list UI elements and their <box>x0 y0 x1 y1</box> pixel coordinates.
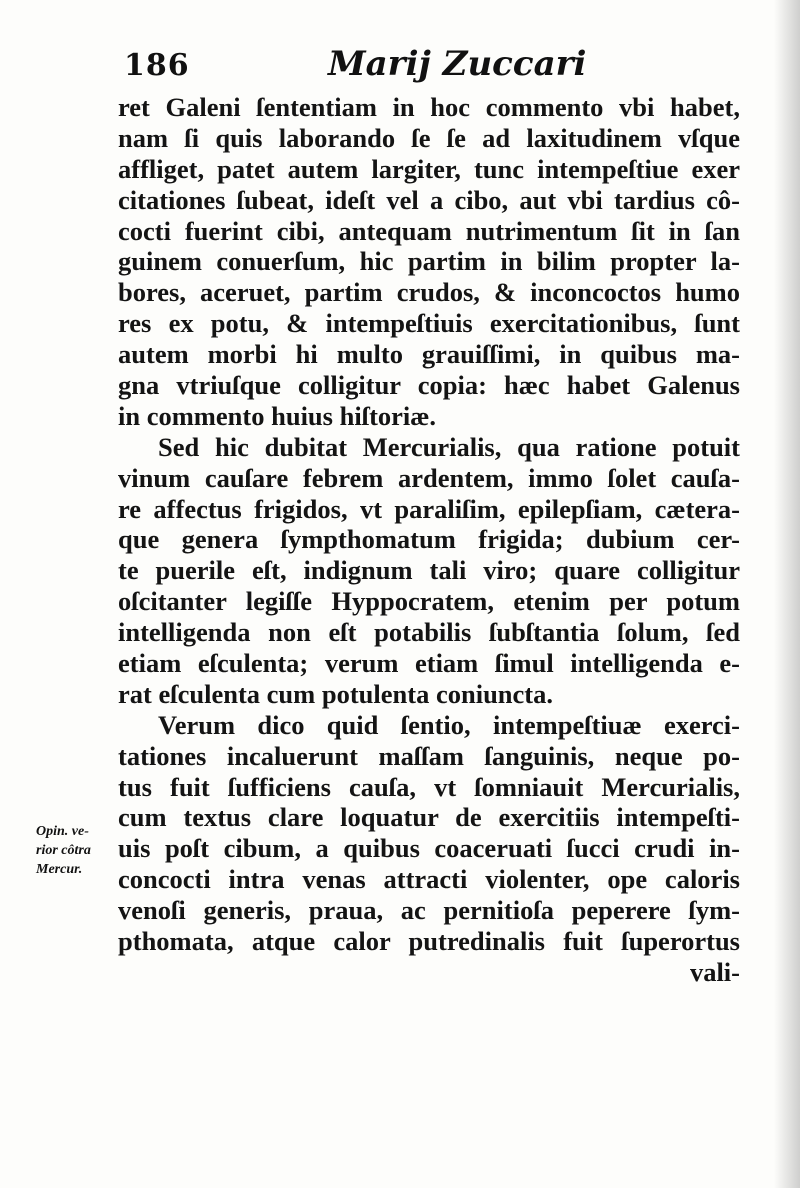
page-header <box>118 42 718 86</box>
margin-note <box>36 822 116 879</box>
text-line: pthomata, atque calor putredinalis fuit ſuperortus <box>118 926 740 957</box>
text-line: affliget, patet autem largiter, tunc intempeſtiue exer <box>118 153 740 184</box>
text-line: uis poſt cibum, a quibus coaceruati ſucci crudi in- <box>118 833 740 864</box>
text-line: venoſi generis, praua, ac pernitioſa peperere ſym- <box>118 895 740 926</box>
text-line: Verum dico quid ſentio, intempeſtiuæ exerci- <box>158 709 740 740</box>
catchword: vali- <box>689 956 740 987</box>
text-line: tus fuit ſufficiens cauſa, vt ſomniauit Mercurialis, <box>118 771 740 802</box>
text-line: citationes ſubeat, ideſt vel a cibo, aut vbi tardius cô- <box>118 184 740 215</box>
text-line: gna vtriuſque colligitur copia: hæc habet Galenus <box>118 370 740 401</box>
text-line: nam ſi quis laborando ſe ſe ad laxitudinem vſque <box>118 122 740 153</box>
text-line: bores, aceruet, partim crudos, & inconcoctos humo <box>118 277 740 308</box>
text-line: guinem conuerſum, hic partim in bilim propter la- <box>118 246 740 277</box>
text-line: tationes incaluerunt maſſam ſanguinis, neque po- <box>118 740 740 771</box>
text-line: res ex potu, & intempeſtiuis exercitationibus, ſunt <box>118 308 740 339</box>
margin-note-line: Mercur. <box>36 862 83 877</box>
text-line: te puerile eſt, indignum tali viro; quare colligitur <box>118 555 740 586</box>
text-line: oſcitanter legiſſe Hyppocratem, etenim per potum <box>118 586 740 617</box>
text-line: que genera ſympthomatum frigida; dubium cer- <box>118 524 740 555</box>
margin-note-line: rior côtra <box>36 843 91 858</box>
running-head: Marij Zuccari <box>328 44 587 84</box>
text-line: Sed hic dubitat Mercurialis, qua ratione potuit <box>158 431 740 462</box>
text-line: ret Galeni ſententiam in hoc commento vbi habet, <box>118 92 740 122</box>
page-edge-shadow <box>774 0 800 1188</box>
margin-note-line: Opin. ve- <box>36 824 89 839</box>
text-line: cum textus clare loquatur de exercitiis intempeſti- <box>118 802 740 833</box>
text-line: intelligenda non eſt potabilis ſubſtantia ſolum, ſed <box>118 617 740 648</box>
text-line: cocti fuerint cibi, antequam nutrimentum ſit in ſan <box>118 215 740 246</box>
body-text <box>118 92 740 988</box>
text-line: etiam eſculenta; verum etiam ſimul intelligenda e- <box>118 648 740 679</box>
text-line: autem morbi hi multo grauiſſimi, in quibus ma- <box>118 339 740 370</box>
text-line: re affectus frigidos, vt paraliſim, epilepſiam, cætera- <box>118 493 740 524</box>
text-line: rat eſculenta cum potulenta coniuncta. <box>118 678 554 709</box>
text-line: vinum cauſare febrem ardentem, immo ſolet cauſa- <box>118 462 740 493</box>
text-line: concocti intra venas attracti violenter, ope caloris <box>118 864 740 895</box>
text-line: in commento huius hiſtoriæ. <box>118 400 437 431</box>
page-number: 186 <box>124 48 190 83</box>
